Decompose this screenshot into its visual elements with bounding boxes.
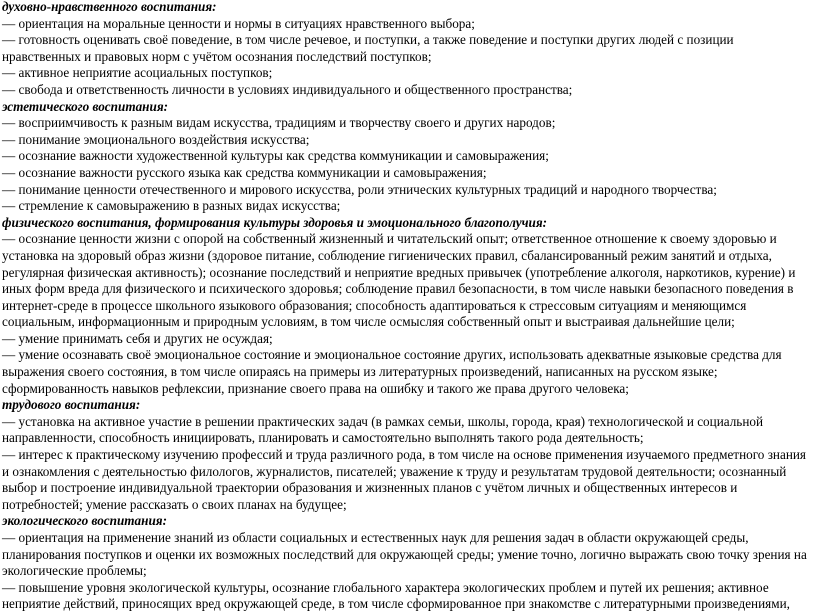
list-item: — активное неприятие асоциальных поступков; — [2, 65, 273, 81]
list-item: — восприимчивость к разным видам искусства, традициям и творчеству своего и других народов; — [2, 115, 556, 131]
list-item: — осознание важности художественной культуры как средства коммуникации и самовыражения; — [2, 148, 549, 164]
section-ecological — [2, 513, 814, 613]
list-item: — повышение уровня экологической культуры, осознание глобального характера экологических проблем и путей их решения; активное неприятие действий, приносящих вред окружающей среде, в том числе сформированное при знакомстве с литературными произведениями, — [2, 579, 790, 612]
list-item: — ориентация на моральные ценности и нормы в ситуациях нравственного выбора; — [2, 15, 475, 31]
list-item: — понимание эмоционального воздействия искусства; — [2, 131, 310, 147]
section-aesthetic — [2, 99, 814, 215]
list-item: — свобода и ответственность личности в условиях индивидуального и общественного пространства; — [2, 81, 573, 97]
section-spiritual — [2, 0, 814, 99]
section-labor — [2, 397, 814, 513]
section-heading: экологического воспитания: — [2, 513, 167, 529]
section-heading: физического воспитания, формирования культуры здоровья и эмоционального благополучия: — [2, 214, 548, 230]
section-heading: эстетического воспитания: — [2, 98, 169, 114]
list-item: — стремление к самовыражению в разных видах искусства; — [2, 198, 341, 214]
list-item: — готовность оценивать своё поведение, в том числе речевое, и поступки, а также поведение и поступки других людей с позиции нравственных и правовых норм с учётом осознания последствий поступков; — [2, 32, 734, 64]
section-physical — [2, 215, 814, 398]
list-item: — умение осознавать своё эмоциональное состояние и эмоциональное состояние других, использовать адекватные языковые средства для выражения своего состояния, в том числе опираясь на примеры из литературных произведений, написанных на русском языке; сформированность навыков рефлексии, признание своего права на ошибку и такого же права другого человека; — [2, 347, 782, 396]
section-heading: трудового воспитания: — [2, 397, 141, 413]
list-item: — ориентация на применение знаний из области социальных и естественных наук для решения задач в области окружающей среды, планирования поступков и оценки их возможных последствий для окружающей среды; умение точно, логично выражать свою точку зрения на экологические проблемы; — [2, 530, 807, 579]
list-item: — умение принимать себя и других не осуждая; — [2, 330, 273, 346]
list-item: — понимание ценности отечественного и мирового искусства, роли этнических культурных традиций и народного творчества; — [2, 181, 717, 197]
section-heading: духовно-нравственного воспитания: — [2, 0, 217, 14]
list-item: — интерес к практическому изучению профессий и труда различного рода, в том числе на основе применения изучаемого предметного знания и ознакомления с деятельностью филологов, журналистов, писателей; уважение к труду и результатам трудовой деятельности; осознанный выбор и построение индивидуальной траектории образования и жизненных планов с учётом личных и общественных интересов и потребностей; умение рассказать о своих планах на будущее; — [2, 447, 806, 512]
list-item: — осознание важности русского языка как средства коммуникации и самовыражения; — [2, 164, 487, 180]
list-item: — осознание ценности жизни с опорой на собственный жизненный и читательский опыт; ответственное отношение к своему здоровью и установка на здоровый образ жизни (здоровое питание, соблюдение гигиенических правил, сбалансированный режим занятий и отдыха, регулярная физическая активность); осознание последствий и неприятие вредных привычек (употребление алкоголя, наркотиков, курение) и иных форм вреда для физического и психического здоровья; соблюдение правил безопасности, в том числе навыки безопасного поведения в интернет-среде в процессе школьного языкового образования; способность адаптироваться к стрессовым ситуациям и меняющимся социальным, информационным и природным условиям, в том числе осмысляя собственный опыт и выстраивая дальнейшие цели; — [2, 231, 796, 330]
list-item: — установка на активное участие в решении практических задач (в рамках семьи, школы, города, края) технологической и социальной направленности, способность инициировать, планировать и самостоятельно выполнять такого рода деятельность; — [2, 413, 764, 446]
